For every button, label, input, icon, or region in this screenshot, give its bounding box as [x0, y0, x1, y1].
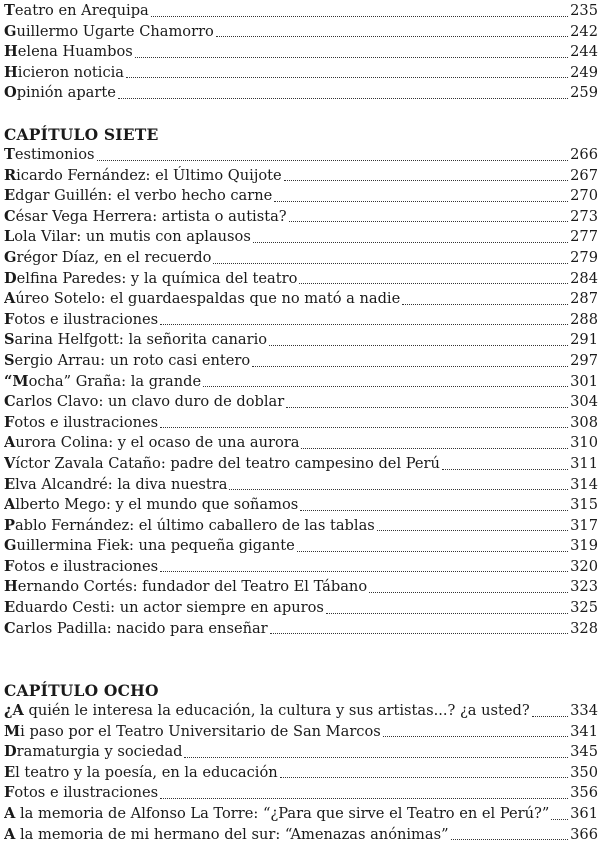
entry-title: César Vega Herrera: artista o autista?	[4, 207, 287, 225]
entry-title: A la memoria de Alfonso La Torre: “¿Para que sirve el Teatro en el Perú?”	[4, 804, 550, 822]
entry-title: Guillermo Ugarte Chamorro	[4, 22, 214, 40]
toc-entry	[4, 475, 598, 496]
toc-entry	[4, 42, 598, 63]
toc-entry	[4, 289, 598, 310]
entry-title: A la memoria de mi hermano del sur: “Amenazas anónimas”	[4, 825, 449, 843]
toc-entry	[4, 516, 598, 537]
toc-entry	[4, 330, 598, 351]
page-number: 345	[570, 743, 598, 761]
dot-leader	[300, 509, 568, 511]
entry-title: Lola Vilar: un mutis con aplausos	[4, 228, 251, 246]
toc-entry	[4, 227, 598, 248]
entry-title: Fotos e ilustraciones	[4, 557, 159, 575]
toc-entry	[4, 536, 598, 557]
page-number: 297	[570, 351, 598, 369]
page-number: 325	[570, 599, 598, 617]
page-number: 319	[570, 537, 598, 555]
entry-title: Opinión aparte	[4, 84, 116, 102]
entry-title: Helena Huambos	[4, 43, 133, 61]
page-number: 314	[570, 475, 598, 493]
dot-leader	[135, 56, 568, 58]
dot-leader	[532, 715, 568, 717]
toc-entry	[4, 83, 598, 104]
page-number: 235	[570, 2, 598, 19]
page-number: 366	[570, 825, 598, 843]
toc-entry	[4, 783, 598, 804]
dot-leader	[151, 15, 568, 17]
entry-title: Guillermina Fiek: una pequeña gigante	[4, 537, 295, 555]
toc-entry	[4, 454, 598, 475]
chapter-heading: CAPÍTULO OCHO	[4, 681, 159, 700]
page-number: 361	[570, 804, 598, 822]
page-number: 279	[570, 248, 598, 266]
dot-leader	[299, 282, 568, 284]
page-number: 315	[570, 496, 598, 514]
entry-title: Testimonios	[4, 146, 95, 163]
dot-leader	[301, 447, 568, 449]
page-number: 287	[570, 290, 598, 308]
toc-entry	[4, 495, 598, 516]
toc-entry	[4, 145, 598, 166]
page-number: 270	[570, 187, 598, 205]
dot-leader	[270, 632, 568, 634]
page-number: 334	[570, 702, 598, 719]
dot-leader	[229, 488, 568, 490]
entry-title: Carlos Padilla: nacido para enseñar	[4, 619, 268, 637]
dot-leader	[383, 735, 568, 737]
page-number: 242	[570, 22, 598, 40]
dot-leader	[451, 838, 569, 840]
toc-section-chapter-seven	[4, 124, 598, 639]
dot-leader	[118, 97, 568, 99]
chapter-heading: CAPÍTULO SIETE	[4, 125, 159, 144]
dot-leader	[286, 406, 568, 408]
toc-entry	[4, 372, 598, 393]
dot-leader	[402, 303, 568, 305]
toc-entry	[4, 186, 598, 207]
page-number: 311	[570, 454, 598, 472]
entry-title: Elva Alcandré: la diva nuestra	[4, 475, 228, 493]
toc-entry	[4, 577, 598, 598]
toc-entry	[4, 722, 598, 743]
toc-entry	[4, 804, 598, 825]
toc-entry	[4, 392, 598, 413]
entry-title: Teatro en Arequipa	[4, 2, 149, 19]
dot-leader	[326, 612, 568, 614]
dot-leader	[280, 776, 568, 778]
entry-title: “Mocha” Graña: la grande	[4, 372, 202, 390]
page-number: 308	[570, 413, 598, 431]
page-number: 301	[570, 372, 598, 390]
entry-title: Víctor Zavala Cataño: padre del teatro campesino del Perú	[4, 454, 440, 472]
page-number: 323	[570, 578, 598, 596]
entry-title: Sergio Arrau: un roto casi entero	[4, 351, 251, 369]
entry-title: Fotos e ilustraciones	[4, 784, 159, 802]
page-number: 341	[570, 722, 598, 740]
toc-entry	[4, 557, 598, 578]
toc-entry	[4, 742, 598, 763]
page-number: 320	[570, 557, 598, 575]
entry-title: Pablo Fernández: el último caballero de las tablas	[4, 516, 375, 534]
dot-leader	[160, 426, 568, 428]
toc-entry	[4, 598, 598, 619]
page-number: 266	[570, 146, 598, 163]
entry-title: Edgar Guillén: el verbo hecho carne	[4, 187, 273, 205]
entry-title: Dramaturgia y sociedad	[4, 743, 183, 761]
dot-leader	[160, 323, 568, 325]
dot-leader	[289, 220, 569, 222]
dot-leader	[203, 385, 568, 387]
entry-title: Eduardo Cesti: un actor siempre en apuros	[4, 599, 324, 617]
entry-title: ¿A quién le interesa la educación, la cultura y sus artistas...? ¿a usted?	[4, 702, 530, 719]
entry-title: Aúreo Sotelo: el guardaespaldas que no mató a nadie	[4, 290, 401, 308]
dot-leader	[297, 550, 568, 552]
toc-entry	[4, 22, 598, 43]
dot-leader	[252, 365, 568, 367]
dot-leader	[216, 35, 568, 37]
dot-leader	[274, 200, 568, 202]
page-number: 259	[570, 84, 598, 102]
toc-entry	[4, 433, 598, 454]
page-number: 273	[570, 207, 598, 225]
entry-title: Alberto Mego: y el mundo que soñamos	[4, 496, 299, 514]
entry-title: Carlos Clavo: un clavo duro de doblar	[4, 393, 285, 411]
page-number: 291	[570, 331, 598, 349]
page-number: 356	[570, 784, 598, 802]
entry-title: Ricardo Fernández: el Último Quijote	[4, 166, 282, 184]
page-number: 249	[570, 63, 598, 81]
page-number: 284	[570, 269, 598, 287]
entry-title: Mi paso por el Teatro Universitario de San Marcos	[4, 722, 381, 740]
entry-title: Aurora Colina: y el ocaso de una aurora	[4, 434, 300, 452]
toc-entry	[4, 351, 598, 372]
page-number: 328	[570, 619, 598, 637]
dot-leader	[160, 797, 568, 799]
entry-title: Fotos e ilustraciones	[4, 310, 159, 328]
toc-entry	[4, 269, 598, 290]
page-number: 267	[570, 166, 598, 184]
toc-entry	[4, 825, 598, 846]
toc-entry	[4, 207, 598, 228]
dot-leader	[284, 179, 569, 181]
dot-leader	[97, 159, 569, 161]
dot-leader	[269, 344, 568, 346]
entry-title: Delfina Paredes: y la química del teatro	[4, 269, 298, 287]
page-number: 317	[570, 516, 598, 534]
dot-leader	[369, 591, 568, 593]
toc-entry	[4, 310, 598, 331]
entry-title: Hernando Cortés: fundador del Teatro El Tábano	[4, 578, 368, 596]
dot-leader	[442, 468, 568, 470]
toc-section-chapter-eight	[4, 680, 598, 845]
toc-entry	[4, 63, 598, 84]
page-number: 310	[570, 434, 598, 452]
dot-leader	[126, 76, 568, 78]
entry-title: Fotos e ilustraciones	[4, 413, 159, 431]
dot-leader	[160, 570, 568, 572]
page-number: 277	[570, 228, 598, 246]
toc-section-continued	[4, 1, 598, 104]
entry-title: Hicieron noticia	[4, 63, 125, 81]
dot-leader	[213, 262, 568, 264]
toc-entry	[4, 619, 598, 640]
toc-entry	[4, 763, 598, 784]
page-number: 244	[570, 43, 598, 61]
dot-leader	[184, 756, 568, 758]
entry-title: Grégor Díaz, en el recuerdo	[4, 248, 212, 266]
toc-entry	[4, 248, 598, 269]
toc-entry	[4, 701, 598, 722]
toc-entry	[4, 1, 598, 22]
entry-title: El teatro y la poesía, en la educación	[4, 763, 278, 781]
toc-entry	[4, 166, 598, 187]
page-number: 288	[570, 310, 598, 328]
page-number: 304	[570, 393, 598, 411]
dot-leader	[551, 818, 568, 820]
toc-entry	[4, 413, 598, 434]
page-number: 350	[570, 763, 598, 781]
dot-leader	[377, 529, 568, 531]
entry-title: Sarina Helfgott: la señorita canario	[4, 331, 268, 349]
dot-leader	[253, 241, 568, 243]
